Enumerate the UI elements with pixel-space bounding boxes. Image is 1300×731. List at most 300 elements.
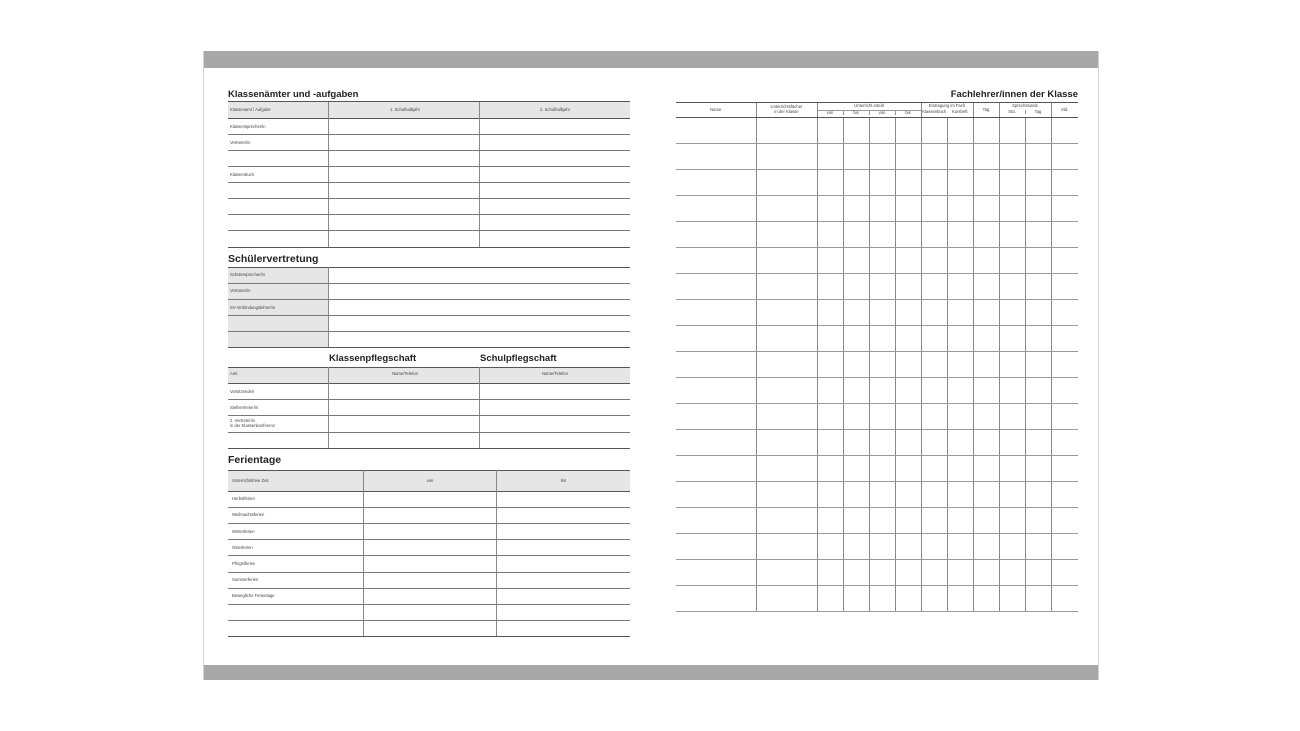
table-cell [973, 170, 999, 196]
top-band [204, 51, 1098, 68]
table-cell [947, 300, 973, 326]
table-cell [869, 378, 895, 404]
table-cell [1051, 196, 1078, 222]
table-cell [1025, 378, 1051, 404]
table-cell [895, 534, 921, 560]
table-cell [895, 404, 921, 430]
table-cell [947, 508, 973, 534]
ferientage-header-bis: bis [560, 478, 567, 483]
table-cell [1051, 248, 1078, 274]
table-cell [921, 430, 947, 456]
header-faecher-1: Unterrichtsfächer [770, 104, 803, 110]
table-cell [756, 196, 817, 222]
header-unterricht: Unterricht erteilt [854, 103, 884, 108]
table-row [676, 222, 1078, 248]
table-cell [921, 508, 947, 534]
table-cell [895, 586, 921, 612]
table-cell [1051, 144, 1078, 170]
table-cell [947, 196, 973, 222]
table-cell [676, 144, 756, 170]
table-cell [756, 456, 817, 482]
table-cell [973, 534, 999, 560]
table-cell [1025, 118, 1051, 144]
table-cell [843, 300, 869, 326]
table-cell [817, 352, 843, 378]
table-cell [869, 274, 895, 300]
table-cell [947, 274, 973, 300]
table-cell [817, 482, 843, 508]
table-cell [843, 378, 869, 404]
header-von-1: von [826, 109, 834, 115]
table-cell [676, 560, 756, 586]
header-faecher-2: in der Klasse [774, 109, 799, 114]
table-row [676, 560, 1078, 586]
table-cell [947, 248, 973, 274]
table-cell [817, 378, 843, 404]
table-cell [973, 274, 999, 300]
table-cell [921, 300, 947, 326]
table-cell [973, 508, 999, 534]
table-cell [843, 144, 869, 170]
klassenaemter-header-hj2: 2. Schulhalbjahr [539, 107, 571, 112]
table-cell [869, 248, 895, 274]
table-cell [756, 430, 817, 456]
table-cell [817, 248, 843, 274]
table-cell [947, 326, 973, 352]
table-cell [895, 378, 921, 404]
table-row [676, 326, 1078, 352]
table-cell [756, 300, 817, 326]
table-cell [843, 170, 869, 196]
table-cell [676, 326, 756, 352]
table-cell [947, 482, 973, 508]
table-cell [869, 118, 895, 144]
table-row [676, 430, 1078, 456]
table-cell [947, 430, 973, 456]
table-cell [1025, 352, 1051, 378]
table-cell [676, 508, 756, 534]
table-cell [869, 300, 895, 326]
table-cell [676, 352, 756, 378]
list-item: Bewegliche Ferientage [232, 593, 275, 598]
ferientage-title: Ferientage [228, 454, 282, 466]
table-cell [869, 430, 895, 456]
table-cell [973, 586, 999, 612]
table-cell [999, 144, 1025, 170]
table-cell [869, 144, 895, 170]
table-cell [1051, 378, 1078, 404]
table-cell [999, 404, 1025, 430]
table-cell [973, 378, 999, 404]
table-cell [895, 508, 921, 534]
table-cell [843, 456, 869, 482]
klassenaemter-header-hj1: 1. Schulhalbjahr [389, 107, 421, 112]
table-cell [1025, 534, 1051, 560]
table-cell [1025, 196, 1051, 222]
header-std-1: Std. [1008, 108, 1016, 114]
table-cell [999, 352, 1025, 378]
header-kursheft: Kursheft [951, 108, 968, 114]
table-cell [973, 196, 999, 222]
table-cell [947, 118, 973, 144]
table-cell [843, 352, 869, 378]
table-cell [921, 196, 947, 222]
table-cell [921, 456, 947, 482]
table-cell [869, 170, 895, 196]
table-cell [756, 222, 817, 248]
header-name: Name [710, 106, 722, 112]
table-cell [1025, 222, 1051, 248]
table-cell [947, 456, 973, 482]
table-cell [1025, 482, 1051, 508]
table-cell [843, 274, 869, 300]
klassenaemter-title: Klassenämter und -aufgaben [228, 89, 359, 100]
table-cell [921, 274, 947, 300]
table-cell [1025, 508, 1051, 534]
table-cell [1051, 482, 1078, 508]
table-row [676, 378, 1078, 404]
list-item: Schülersprecher/in [230, 272, 265, 277]
klassenpflegschaft-title: Klassenpflegschaft [329, 353, 417, 364]
table-cell [999, 274, 1025, 300]
header-tag-1: Tag [982, 106, 990, 112]
list-item: 2. Vertreter/in [230, 418, 256, 423]
table-cell [676, 274, 756, 300]
table-cell [756, 170, 817, 196]
table-cell [947, 144, 973, 170]
table-cell [999, 508, 1025, 534]
table-cell [921, 118, 947, 144]
table-cell [999, 534, 1025, 560]
table-cell [895, 482, 921, 508]
table-cell [1051, 560, 1078, 586]
table-cell [999, 456, 1025, 482]
table-cell [921, 560, 947, 586]
table-cell [869, 352, 895, 378]
table-cell [947, 534, 973, 560]
table-cell [895, 274, 921, 300]
table-cell [1051, 274, 1078, 300]
table-cell [999, 378, 1025, 404]
pflegschaft-header-amt: Amt [230, 371, 238, 376]
table-cell [973, 430, 999, 456]
table-cell [1051, 300, 1078, 326]
table-cell [756, 404, 817, 430]
list-item: Vorsitzende/r [230, 389, 255, 394]
table-cell [921, 378, 947, 404]
header-sprechstunde: Sprechstunde [1012, 103, 1038, 108]
table-cell [1025, 248, 1051, 274]
klassenaemter-header-amt: Klassenamt / Aufgabe [230, 107, 271, 112]
table-cell [817, 560, 843, 586]
table-cell [947, 222, 973, 248]
table-cell [869, 586, 895, 612]
ferientage-header-zeit: Unterrichtsfreie Zeit [232, 478, 269, 483]
fachlehrer-title: Fachlehrer/innen der Klasse [950, 89, 1078, 100]
table-row [676, 456, 1078, 482]
table-cell [676, 456, 756, 482]
list-item: Weihnachtsferien [232, 512, 265, 517]
table-row [676, 196, 1078, 222]
table-cell [1025, 404, 1051, 430]
table-cell [1051, 586, 1078, 612]
table-cell [973, 456, 999, 482]
table-cell [895, 456, 921, 482]
header-eintragung: Eintragung im Fach [928, 103, 966, 108]
table-cell [817, 534, 843, 560]
table-cell [869, 222, 895, 248]
list-item: Herbstferien [232, 496, 255, 501]
table-row [676, 118, 1078, 144]
table-cell [676, 430, 756, 456]
table-cell [947, 170, 973, 196]
table-cell [973, 118, 999, 144]
table-cell [973, 404, 999, 430]
table-cell [947, 560, 973, 586]
table-cell [1025, 326, 1051, 352]
table-cell [1051, 404, 1078, 430]
table-row [676, 352, 1078, 378]
table-cell [676, 118, 756, 144]
table-row [676, 534, 1078, 560]
table-cell [973, 560, 999, 586]
table-cell [756, 274, 817, 300]
table-cell [817, 144, 843, 170]
table-header-row [676, 103, 1078, 118]
table-cell [921, 326, 947, 352]
table-cell [921, 482, 947, 508]
table-cell [895, 248, 921, 274]
table-cell [895, 196, 921, 222]
schuelervertretung-title: Schülervertretung [228, 253, 319, 265]
table-cell [843, 508, 869, 534]
pflegschaft-header-name1: Name/Telefon [392, 371, 418, 376]
table-cell [817, 430, 843, 456]
table-row [676, 404, 1078, 430]
table-cell [1025, 274, 1051, 300]
table-cell [999, 326, 1025, 352]
table-row [676, 248, 1078, 274]
table-cell [676, 222, 756, 248]
list-item: Pfingstferien [232, 561, 256, 566]
table-cell [1025, 430, 1051, 456]
table-cell [973, 326, 999, 352]
header-bis-2: bis [895, 111, 921, 116]
table-cell [756, 534, 817, 560]
table-cell [817, 326, 843, 352]
table-cell [895, 144, 921, 170]
table-cell [869, 196, 895, 222]
table-row [676, 586, 1078, 612]
table-cell [999, 482, 1025, 508]
table-cell [843, 404, 869, 430]
header-klassenbuch: Klassenbuch [922, 108, 947, 114]
table-cell [756, 560, 817, 586]
table-cell [1025, 586, 1051, 612]
table-cell [869, 404, 895, 430]
table-row [676, 508, 1078, 534]
ferientage-header-von: von [426, 478, 434, 483]
list-item: in der Klassenkonferenz [230, 423, 275, 428]
table-cell [817, 222, 843, 248]
table-cell [1051, 352, 1078, 378]
table-cell [869, 482, 895, 508]
table-cell [947, 404, 973, 430]
fachlehrer-table [676, 102, 1078, 612]
table-cell [817, 118, 843, 144]
table-cell [921, 144, 947, 170]
table-cell [921, 222, 947, 248]
bottom-band [204, 665, 1098, 680]
table-cell [676, 196, 756, 222]
table-cell [921, 248, 947, 274]
table-cell [921, 170, 947, 196]
table-cell [817, 274, 843, 300]
list-item: Vertreter/in [230, 140, 251, 145]
table-cell [895, 326, 921, 352]
table-cell [999, 430, 1025, 456]
table-cell [676, 248, 756, 274]
table-cell [999, 118, 1025, 144]
table-cell [1051, 430, 1078, 456]
table-cell [843, 326, 869, 352]
table-cell [756, 508, 817, 534]
table-cell [1051, 170, 1078, 196]
table-cell [869, 326, 895, 352]
table-cell [843, 560, 869, 586]
table-cell [843, 430, 869, 456]
table-cell [817, 586, 843, 612]
table-cell [947, 378, 973, 404]
list-item: Osterferien [232, 545, 253, 550]
table-cell [973, 352, 999, 378]
table-cell [921, 586, 947, 612]
table-cell [1051, 508, 1078, 534]
table-cell [1051, 222, 1078, 248]
table-cell [999, 248, 1025, 274]
list-item: Klassensprecher/in [230, 124, 266, 129]
list-item: Vertreter/in [230, 288, 251, 293]
table-cell [973, 300, 999, 326]
table-cell [817, 300, 843, 326]
table-cell [843, 196, 869, 222]
table-cell [1051, 456, 1078, 482]
table-cell [756, 248, 817, 274]
pflegschaft-header-name2: Name/Telefon [542, 371, 568, 376]
table-cell [999, 300, 1025, 326]
header-tag-2: Tag [1025, 110, 1051, 115]
table-cell [895, 118, 921, 144]
table-cell [676, 404, 756, 430]
table-cell [817, 196, 843, 222]
table-cell [843, 586, 869, 612]
table-cell [869, 534, 895, 560]
table-cell [999, 196, 1025, 222]
table-cell [1051, 118, 1078, 144]
table-cell [895, 430, 921, 456]
table-cell [895, 222, 921, 248]
table-cell [895, 300, 921, 326]
table-cell [1025, 456, 1051, 482]
table-cell [973, 482, 999, 508]
list-item: Stellvertreter/in [230, 405, 259, 410]
table-cell [869, 508, 895, 534]
table-cell [1025, 144, 1051, 170]
table-cell [895, 560, 921, 586]
table-cell [676, 482, 756, 508]
table-cell [756, 482, 817, 508]
table-cell [676, 378, 756, 404]
table-cell [921, 404, 947, 430]
table-cell [817, 170, 843, 196]
table-cell [756, 378, 817, 404]
table-cell [895, 170, 921, 196]
table-cell [895, 352, 921, 378]
table-cell [676, 586, 756, 612]
header-std-2: Std. [1061, 106, 1069, 112]
table-cell [756, 144, 817, 170]
table-cell [817, 456, 843, 482]
table-cell [921, 352, 947, 378]
table-cell [947, 352, 973, 378]
table-cell [843, 222, 869, 248]
table-cell [999, 586, 1025, 612]
table-cell [921, 534, 947, 560]
table-cell [973, 248, 999, 274]
table-cell [843, 534, 869, 560]
table-cell [999, 170, 1025, 196]
table-cell [756, 118, 817, 144]
list-item: Sommerferien [232, 577, 259, 582]
table-cell [869, 560, 895, 586]
table-cell [843, 118, 869, 144]
document-spread [203, 51, 1099, 680]
table-row [676, 144, 1078, 170]
header-von-2: von [869, 111, 895, 116]
schulpflegschaft-title: Schulpflegschaft [480, 353, 557, 364]
table-cell [676, 534, 756, 560]
table-cell [1051, 326, 1078, 352]
table-row [676, 170, 1078, 196]
table-cell [973, 222, 999, 248]
table-cell [756, 586, 817, 612]
table-cell [947, 586, 973, 612]
table-cell [817, 508, 843, 534]
table-cell [973, 144, 999, 170]
table-cell [999, 560, 1025, 586]
table-cell [756, 352, 817, 378]
header-bis-1: bis [843, 111, 869, 116]
table-cell [869, 456, 895, 482]
table-cell [1025, 170, 1051, 196]
table-row [676, 482, 1078, 508]
table-row [676, 300, 1078, 326]
list-item: Winterferien [232, 529, 255, 534]
table-cell [843, 248, 869, 274]
table-cell [817, 404, 843, 430]
list-item: Klassenbuch [230, 172, 254, 177]
list-item: SV-Verbindungslehrer/in [230, 305, 276, 310]
table-cell [676, 300, 756, 326]
table-cell [1025, 300, 1051, 326]
table-cell [1051, 534, 1078, 560]
table-cell [999, 222, 1025, 248]
table-row [676, 274, 1078, 300]
table-cell [676, 170, 756, 196]
table-cell [1025, 560, 1051, 586]
table-cell [843, 482, 869, 508]
table-cell [756, 326, 817, 352]
